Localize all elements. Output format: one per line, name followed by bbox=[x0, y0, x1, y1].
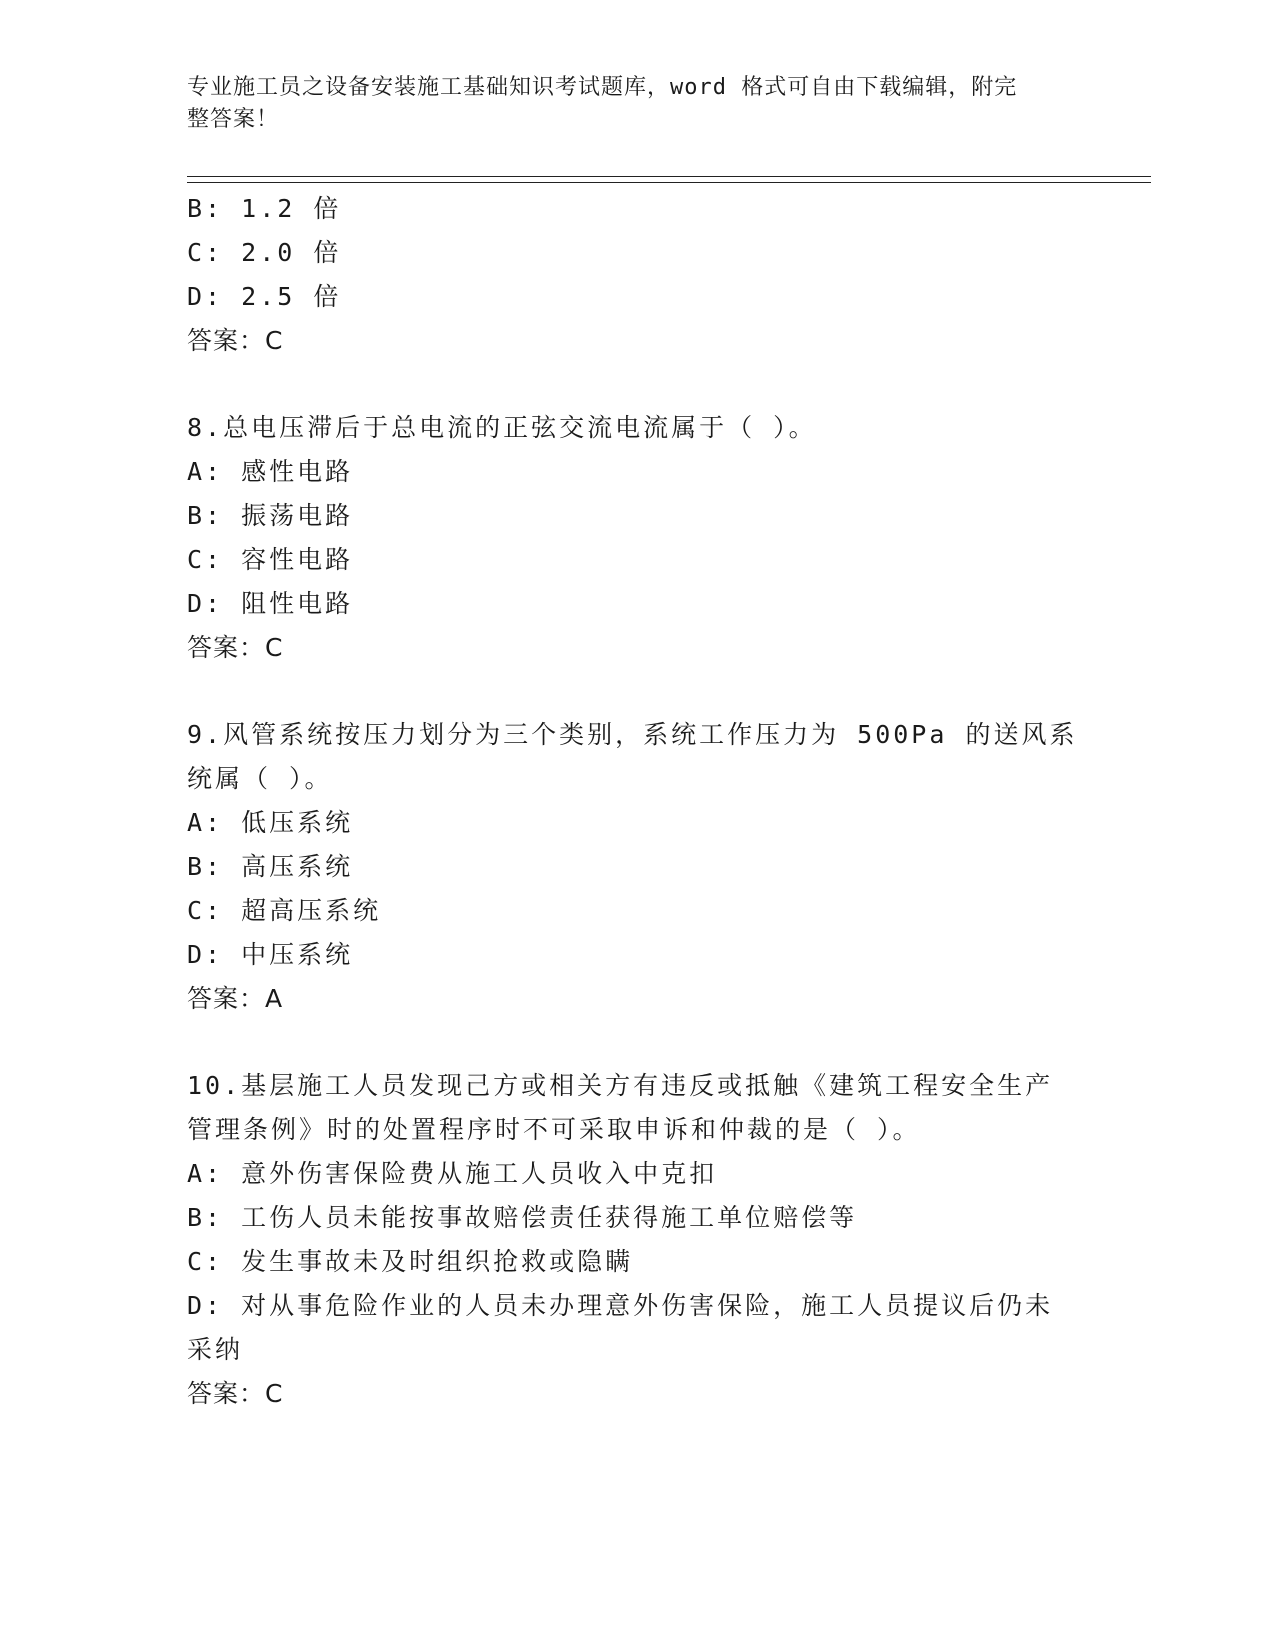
q10-option-d-line-2: 采纳 bbox=[187, 1335, 244, 1364]
q9-option-d: D: 中压系统 bbox=[187, 940, 354, 969]
q10-stem-line-1: 10.基层施工人员发现己方或相关方有违反或抵触《建筑工程安全生产 bbox=[187, 1071, 1054, 1100]
q9-answer: 答案：A bbox=[187, 984, 284, 1013]
q10-option-a: A: 意外伤害保险费从施工人员收入中克扣 bbox=[187, 1159, 718, 1188]
q9-option-a: A: 低压系统 bbox=[187, 808, 354, 837]
q8-option-c: C: 容性电路 bbox=[187, 545, 354, 574]
header-line-1: 专业施工员之设备安装施工基础知识考试题库，word 格式可自由下载编辑，附完 bbox=[187, 75, 1018, 100]
q9-stem-line-2: 统属（ ）。 bbox=[187, 764, 333, 793]
q9-option-c: C: 超高压系统 bbox=[187, 896, 382, 925]
header-line-2: 整答案！ bbox=[187, 107, 280, 132]
q8-option-b: B: 振荡电路 bbox=[187, 501, 354, 530]
q8-option-a: A: 感性电路 bbox=[187, 457, 354, 486]
header-divider-top bbox=[187, 176, 1151, 177]
q7-option-b: B: 1.2 倍 bbox=[187, 194, 342, 223]
q9-option-b: B: 高压系统 bbox=[187, 852, 354, 881]
q8-answer: 答案：C bbox=[187, 633, 284, 662]
q7-option-d: D: 2.5 倍 bbox=[187, 282, 342, 311]
document-header bbox=[187, 72, 1067, 136]
q7-option-c: C: 2.0 倍 bbox=[187, 238, 342, 267]
q10-answer: 答案：C bbox=[187, 1379, 284, 1408]
q10-stem-line-2: 管理条例》时的处置程序时不可采取申诉和仲裁的是（ ）。 bbox=[187, 1115, 921, 1144]
q10-option-b: B: 工伤人员未能按事故赔偿责任获得施工单位赔偿等 bbox=[187, 1203, 858, 1232]
q8-option-d: D: 阻性电路 bbox=[187, 589, 354, 618]
q8-stem: 8.总电压滞后于总电流的正弦交流电流属于（ ）。 bbox=[187, 413, 817, 442]
q7-answer: 答案：C bbox=[187, 326, 284, 355]
q10-option-d-line-1: D: 对从事危险作业的人员未办理意外伤害保险，施工人员提议后仍未 bbox=[187, 1291, 1054, 1320]
q9-stem-line-1: 9.风管系统按压力划分为三个类别，系统工作压力为 500Pa 的送风系 bbox=[187, 720, 1078, 749]
q10-option-c: C: 发生事故未及时组织抢救或隐瞒 bbox=[187, 1247, 634, 1276]
header-divider-bottom bbox=[187, 182, 1151, 183]
